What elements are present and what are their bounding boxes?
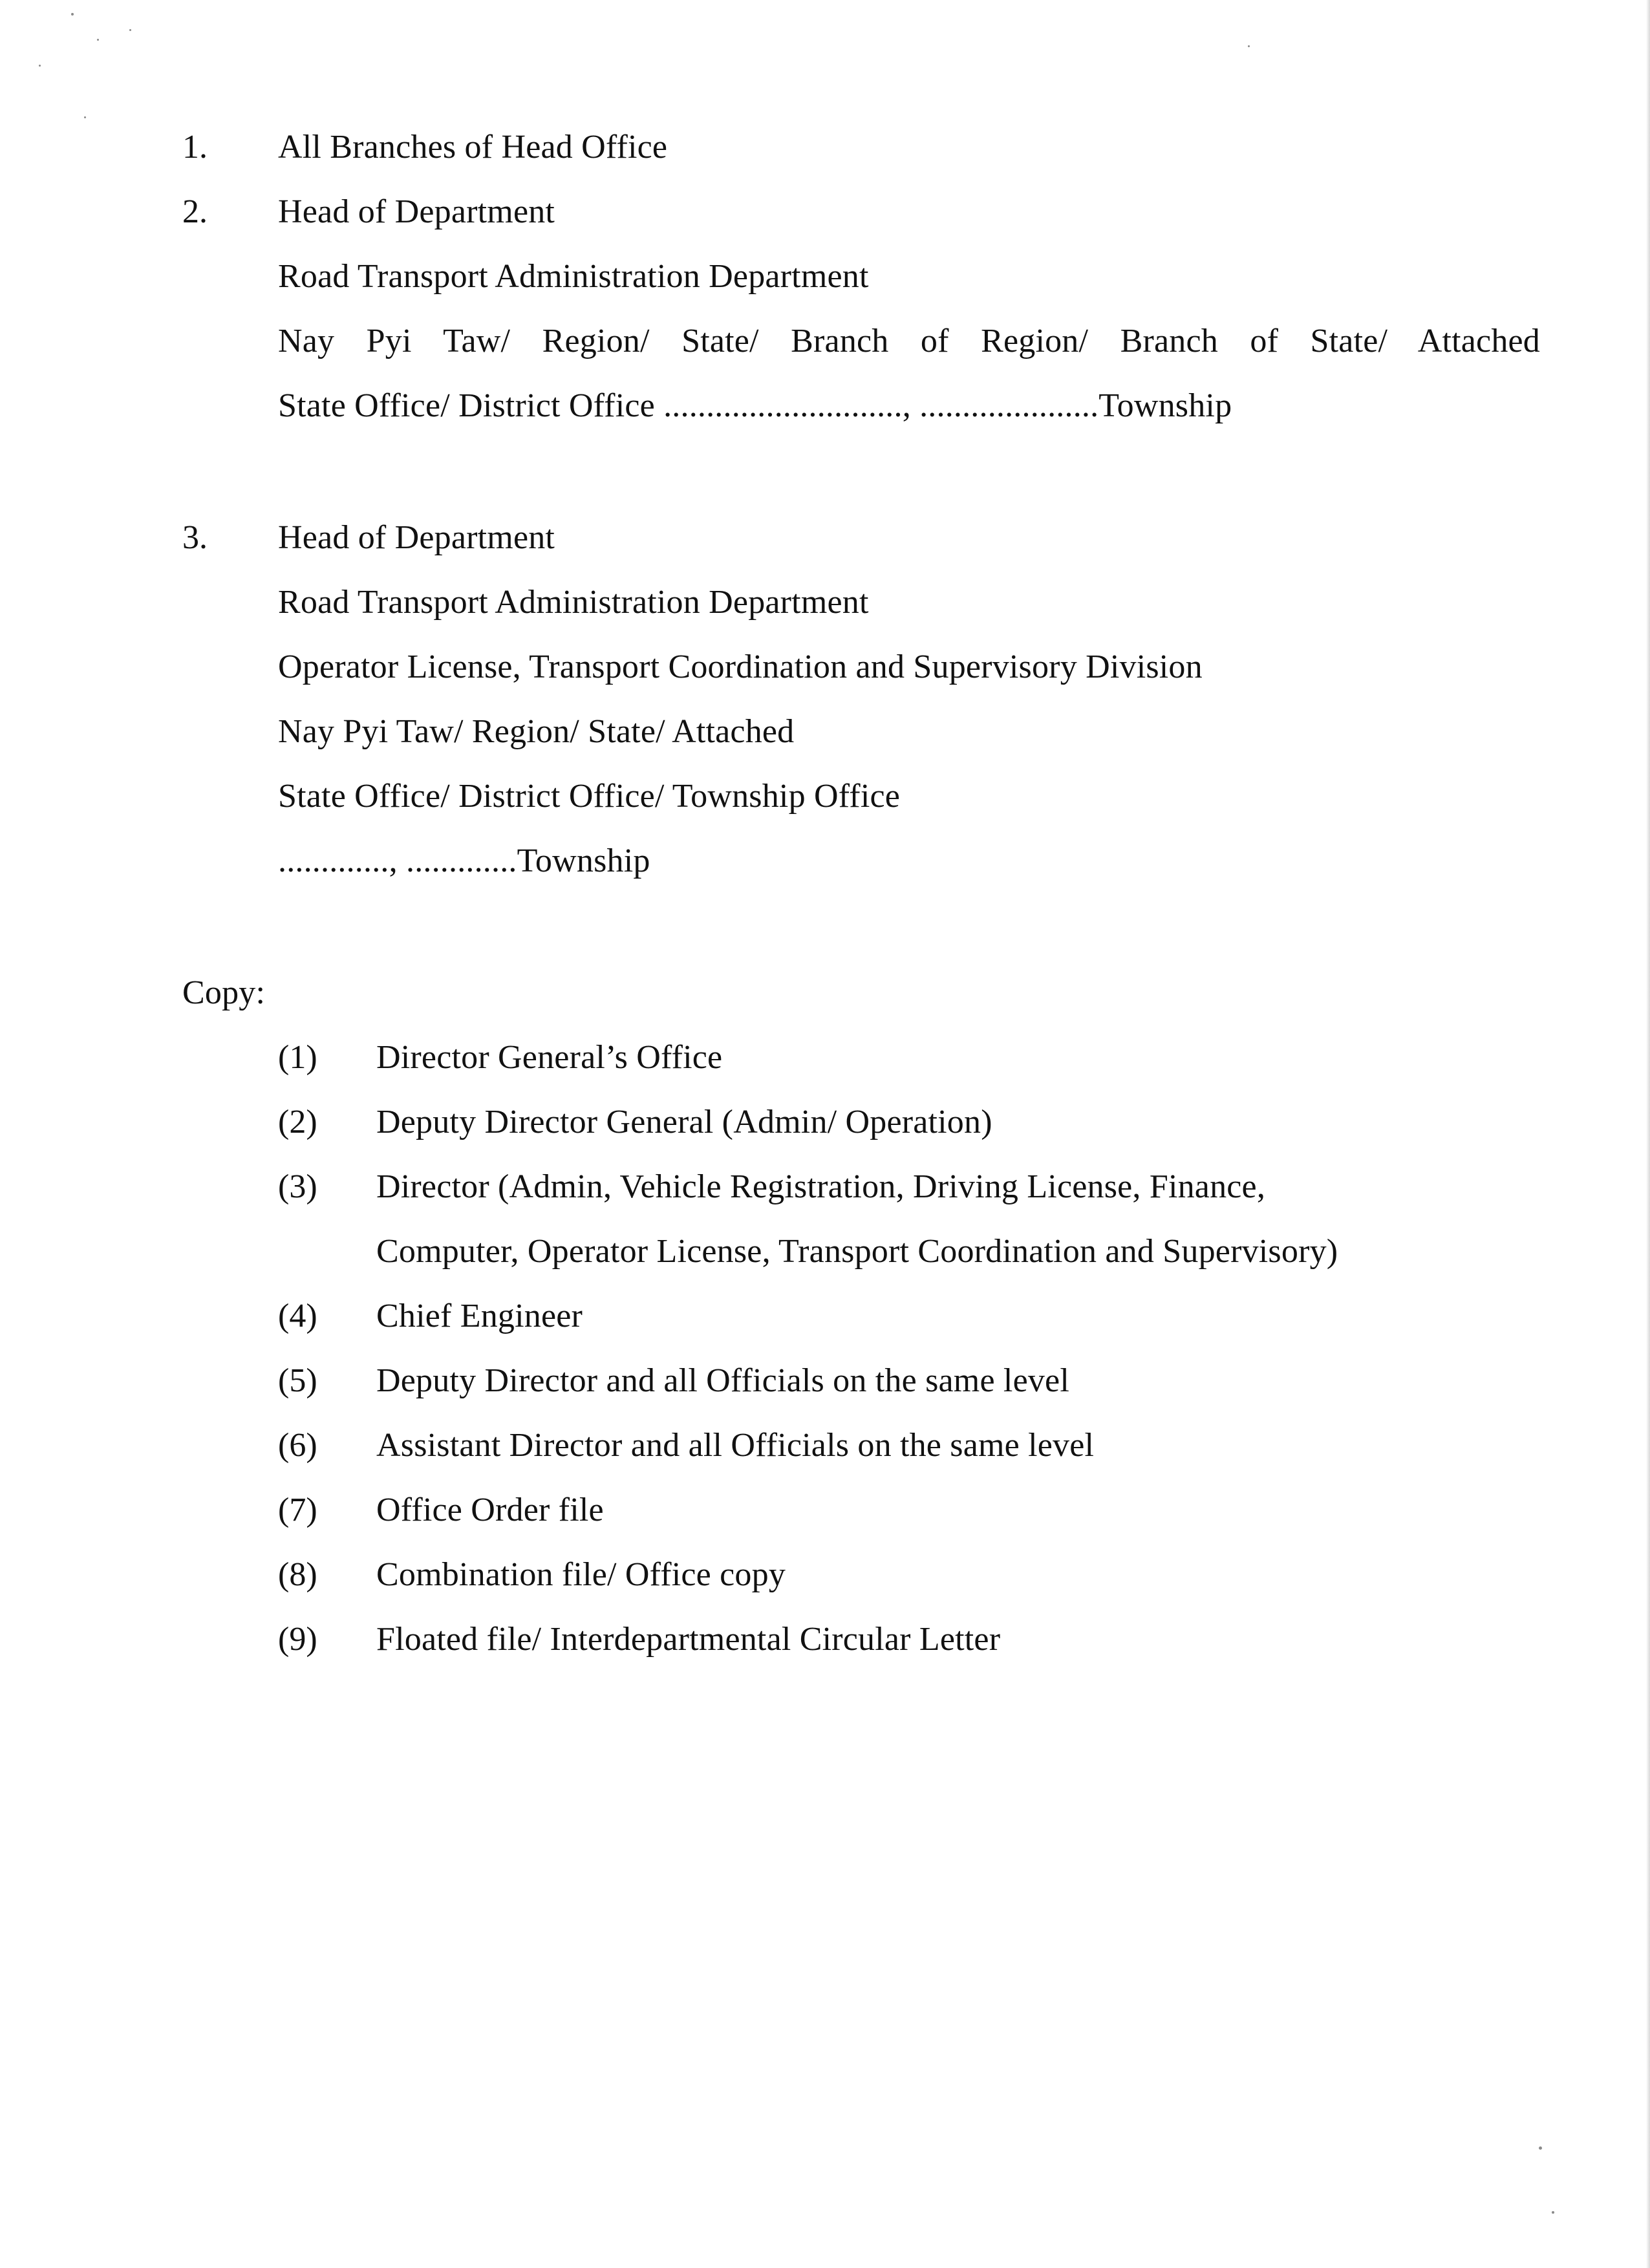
recipient-3-line-6: ............., .............Township — [278, 842, 650, 879]
copy-item-2-text: Deputy Director General (Admin/ Operation) — [376, 1104, 992, 1140]
recipient-3-line-2: Road Transport Administration Department — [278, 584, 869, 621]
recipient-2-line-2: Road Transport Administration Department — [278, 258, 869, 295]
scan-speck — [1248, 45, 1250, 47]
copy-item-4-number: (4) — [278, 1298, 317, 1334]
recipient-3-line-3: Operator License, Transport Coordination and Supervisory Division — [278, 648, 1203, 685]
copy-item-7-text: Office Order file — [376, 1492, 604, 1528]
copy-item-5-text: Deputy Director and all Officials on the same level — [376, 1362, 1069, 1399]
scan-speck — [84, 116, 86, 118]
copy-item-9-number: (9) — [278, 1621, 317, 1658]
recipient-2-line-3: Nay Pyi Taw/ Region/ State/ Branch of Region/ Branch of State/ Attached — [278, 323, 1540, 359]
recipient-2-line-1: Head of Department — [278, 193, 555, 230]
recipient-3-line-5: State Office/ District Office/ Township Office — [278, 778, 901, 815]
recipient-2-line-4: State Office/ District Office ............................, .....................Township — [278, 387, 1232, 424]
copy-item-1-text: Director General’s Office — [376, 1039, 723, 1076]
scan-edge-shadow — [1646, 0, 1650, 2268]
copy-heading: Copy: — [182, 974, 266, 1011]
recipient-1-line-1: All Branches of Head Office — [278, 129, 668, 166]
copy-item-3-text-line-1: Director (Admin, Vehicle Registration, Driving License, Finance, — [376, 1168, 1266, 1205]
copy-item-3-text-line-2: Computer, Operator License, Transport Coordination and Supervisory) — [376, 1233, 1338, 1270]
copy-item-4-text: Chief Engineer — [376, 1298, 583, 1334]
copy-item-3-number: (3) — [278, 1168, 317, 1205]
copy-item-6-number: (6) — [278, 1427, 317, 1464]
scan-speck — [97, 39, 99, 41]
copy-item-8-text: Combination file/ Office copy — [376, 1556, 786, 1593]
copy-item-6-text: Assistant Director and all Officials on the same level — [376, 1427, 1095, 1464]
copy-item-7-number: (7) — [278, 1492, 317, 1528]
scan-speck — [71, 13, 74, 16]
scan-speck — [39, 65, 41, 67]
recipient-3-number: 3. — [182, 519, 208, 556]
copy-item-2-number: (2) — [278, 1104, 317, 1140]
copy-item-8-number: (8) — [278, 1556, 317, 1593]
recipient-2-number: 2. — [182, 193, 208, 230]
copy-item-9-text: Floated file/ Interdepartmental Circular Letter — [376, 1621, 1001, 1658]
scan-speck — [1539, 2146, 1542, 2150]
scan-speck — [129, 29, 131, 31]
recipient-3-line-4: Nay Pyi Taw/ Region/ State/ Attached — [278, 713, 795, 750]
copy-item-5-number: (5) — [278, 1362, 317, 1399]
scan-speck — [1552, 2211, 1554, 2214]
copy-item-1-number: (1) — [278, 1039, 317, 1076]
recipient-1-number: 1. — [182, 129, 208, 166]
recipient-3-line-1: Head of Department — [278, 519, 555, 556]
